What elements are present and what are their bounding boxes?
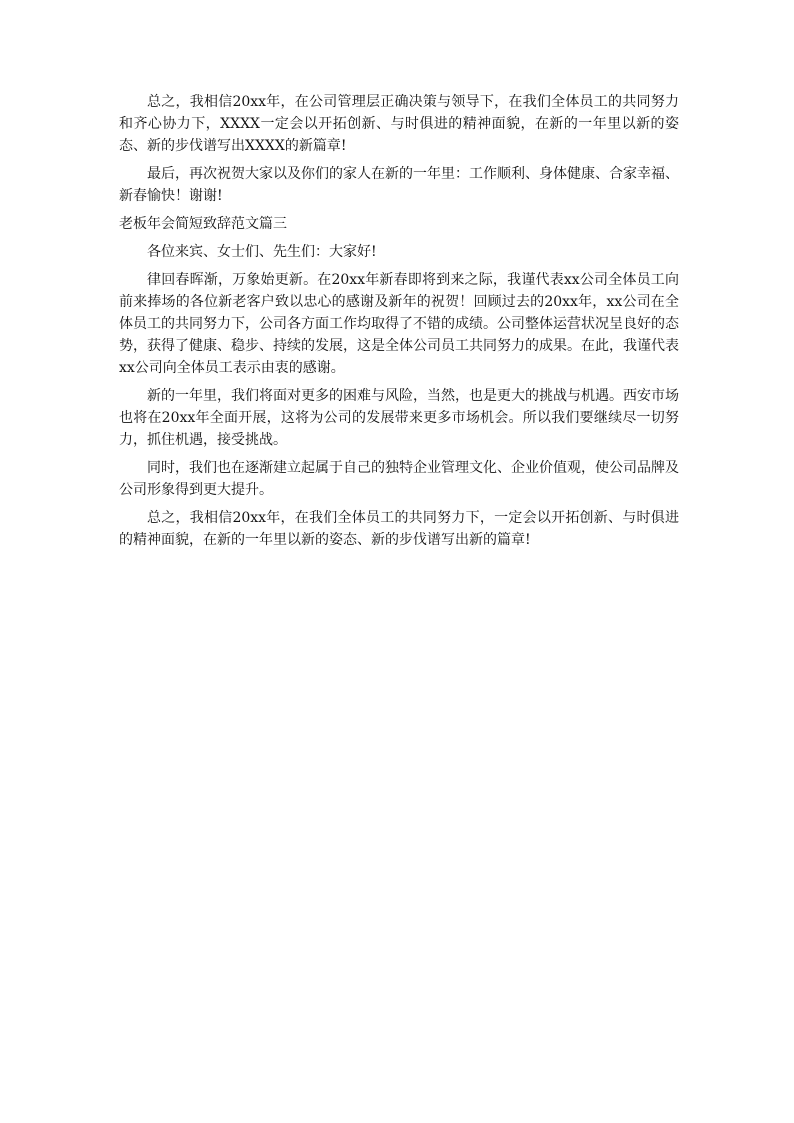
paragraph: 同时，我们也在逐渐建立起属于自己的独特企业管理文化、企业价值观，使公司品牌及公司形象得到更大提升。 [119,460,679,498]
section-heading: 老板年会简短致辞范文篇三 [119,216,287,232]
paragraph: 律回春晖渐，万象始更新。在20xx年新春即将到来之际，我谨代表xx公司全体员工向前来捧场的各位新老客户致以忠心的感谢及新年的祝贺！回顾过去的20xx年，xx公司在全体员工的共同努力下，公司各方面工作均取得了不错的成绩。公司整体运营状况呈良好的态势，获得了健康、稳步、持续的发展，这是全体公司员工共同努力的成果。在此，我谨代表xx公司向全体员工表示由衷的感谢。 [119,272,679,376]
paragraph: 总之，我相信20xx年，在我们全体员工的共同努力下，一定会以开拓创新、与时俱进的精神面貌，在新的一年里以新的姿态、新的步伐谱写出新的篇章! [119,510,679,548]
paragraph: 总之，我相信20xx年，在公司管理层正确决策与领导下，在我们全体员工的共同努力和齐心协力下，XXXX一定会以开拓创新、与时俱进的精神面貌，在新的一年里以新的姿态、新的步伐谱写出XXXX的新篇章! [119,94,679,154]
paragraph: 新的一年里，我们将面对更多的困难与风险，当然，也是更大的挑战与机遇。西安市场也将在20xx年全面开展，这将为公司的发展带来更多市场机会。所以我们要继续尽一切努力，抓住机遇，接受挑战。 [119,388,679,448]
paragraph: 最后，再次祝贺大家以及你们的家人在新的一年里：工作顺利、身体健康、合家幸福、新春愉快！谢谢! [119,166,679,204]
document-body [119,91,679,557]
paragraph: 各位来宾、女士们、先生们：大家好! [147,244,377,260]
